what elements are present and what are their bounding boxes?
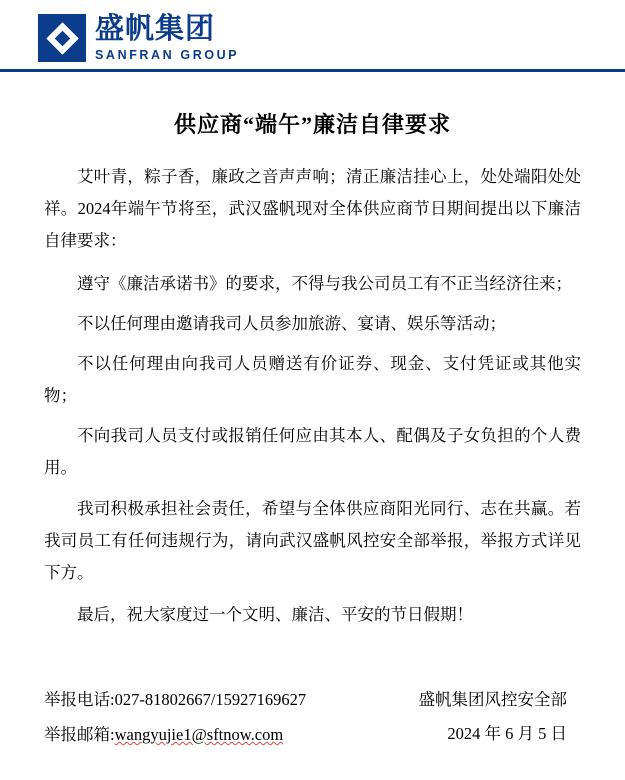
company-logo: [38, 14, 625, 62]
report-email-address[interactable]: wangyujie1@sftnow.com: [114, 724, 284, 744]
logo-chinese-name: 盛帆集团: [95, 12, 216, 45]
logo-text: [95, 12, 240, 62]
signature-department: 盛帆集团风控安全部: [418, 689, 567, 709]
logo-diamond-icon: [38, 14, 86, 62]
header-divider: [0, 69, 625, 72]
body-paragraph-6: 我司积极承担社会责任，希望与全体供应商阳光同行、志在共赢。若我司员工有任何违规行为，请向武汉盛帆风控安全部举报，举报方式详见下方。: [44, 498, 581, 582]
document-body: [0, 161, 625, 631]
body-paragraph-7: 最后，祝大家度过一个文明、廉洁、平安的节日假期！: [77, 605, 473, 625]
body-paragraph-3: 不以任何理由邀请我司人员参加旅游、宴请、娱乐等活动；: [77, 313, 506, 333]
report-phone-line: 举报电话:027-81802667/15927169627: [44, 690, 307, 710]
signature-block: [419, 683, 568, 752]
logo-english-name: SANFRAN GROUP: [95, 47, 240, 62]
signature-date: 2024 年 6 月 5 日: [447, 724, 567, 744]
body-paragraph-5: 不向我司人员支付或报销任何应由其本人、配偶及子女负担的个人费用。: [44, 426, 581, 478]
document-header: [0, 0, 625, 62]
page-title: 供应商“端午”廉洁自律要求: [173, 112, 451, 137]
body-paragraph-4: 不以任何理由向我司人员赠送有价证券、现金、支付凭证或其他实物；: [44, 353, 581, 406]
body-paragraph-2: 遵守《廉洁承诺书》的要求，不得与我公司员工有不正当经济往来；: [77, 273, 572, 293]
body-paragraph-1: 艾叶青，粽子香，廉政之音声声响；清正廉洁挂心上，处处端阳处处祥。2024年端午节将至，武汉盛帆现对全体供应商节日期间提出以下廉洁自律要求：: [44, 167, 581, 251]
report-email-label: 举报邮箱:: [44, 724, 115, 744]
